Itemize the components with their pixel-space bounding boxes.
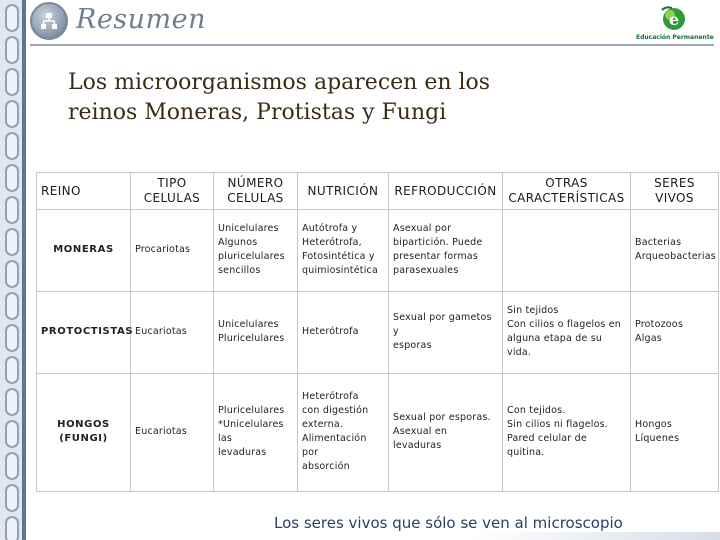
chain-link xyxy=(5,132,19,160)
chain-link xyxy=(5,356,19,384)
chain-link xyxy=(5,100,19,128)
cell-text: externa. xyxy=(302,419,344,431)
cell-text: Unicelulares xyxy=(218,319,279,331)
header-label: CELULAS xyxy=(143,191,201,205)
cell-tipo xyxy=(131,210,214,292)
header-label: REINO xyxy=(41,183,81,198)
cell-text: Sin tejidos xyxy=(507,305,559,317)
cell-otras xyxy=(503,291,631,373)
cell-reino xyxy=(37,291,134,373)
cell-text: Sin cilios ni flagelos. xyxy=(507,419,609,431)
chain-link xyxy=(5,4,19,32)
chain-link xyxy=(5,324,19,352)
cell-seres xyxy=(631,291,719,373)
bottom-decor-bar xyxy=(470,532,720,540)
header-nutricion xyxy=(298,173,389,210)
cell-reproduccion xyxy=(389,291,503,373)
chain-link xyxy=(5,292,19,320)
cell-text: Fotosintética y xyxy=(302,251,375,263)
cell-text: con digestión xyxy=(302,405,369,417)
cell-text: Eucariotas xyxy=(135,326,187,338)
cell-numero xyxy=(214,373,298,491)
cell-reproduccion xyxy=(389,210,503,292)
chain-link xyxy=(5,68,19,96)
cell-text: Asexual en levaduras xyxy=(393,426,448,452)
header-divider xyxy=(30,44,714,46)
home-icon[interactable] xyxy=(30,2,68,40)
header-title: Resumen xyxy=(76,4,207,35)
cell-text: Alimentación por xyxy=(302,433,367,459)
cell-text: quimiosintética xyxy=(302,265,378,277)
cell-text: HONGOS xyxy=(57,419,110,431)
cell-text: Asexual por xyxy=(393,223,452,235)
cell-text: Sexual por gametos y xyxy=(393,312,492,338)
header-label: VIVOS xyxy=(655,191,694,205)
header-label: NÚMERO xyxy=(227,176,284,190)
cell-reproduccion xyxy=(389,373,503,491)
kingdoms-table xyxy=(36,172,718,492)
cell-text: Unicelulares xyxy=(218,223,279,235)
cell-text: Sexual por esporas. xyxy=(393,412,491,424)
cell-text: Algas xyxy=(635,333,662,345)
network-icon xyxy=(40,12,58,30)
header-tipo xyxy=(131,173,214,210)
cell-text: bipartición. Puede xyxy=(393,237,483,249)
svg-text:e: e xyxy=(669,10,680,29)
cell-nutricion xyxy=(298,291,389,373)
chain-link xyxy=(5,36,19,64)
cell-text: levaduras xyxy=(218,447,267,459)
chain-link xyxy=(5,484,19,512)
cell-text: Autótrofa y xyxy=(302,223,358,235)
cell-text: Arqueobacterias xyxy=(635,251,716,263)
cell-reino xyxy=(37,210,131,292)
cell-text: Heterótrofa xyxy=(302,391,359,403)
cell-text: MONERAS xyxy=(53,244,114,256)
header-seres xyxy=(631,173,719,210)
cell-nutricion xyxy=(298,210,389,292)
cell-text: (FUNGI) xyxy=(59,433,108,445)
chain-link xyxy=(5,260,19,288)
cell-text: PROTOCTISTAS xyxy=(41,326,134,338)
chain-link xyxy=(5,452,19,480)
header-label: CELULAS xyxy=(227,191,284,205)
header-label: CARACTERÍSTICAS xyxy=(508,191,625,205)
cell-text: Líquenes xyxy=(635,433,680,445)
cell-text: absorción xyxy=(302,461,350,473)
left-chain-border xyxy=(0,0,26,540)
cell-text: *Unicelulares las xyxy=(218,419,284,445)
cell-text: Heterótrofa xyxy=(302,326,359,338)
cell-text: Pluricelulares xyxy=(218,405,285,417)
slide-title xyxy=(68,68,628,128)
cell-text: alguna etapa de su vida. xyxy=(507,333,603,359)
cell-text: Pared celular de quitina. xyxy=(507,433,587,459)
cell-reino xyxy=(37,373,131,491)
chain-link xyxy=(5,516,19,540)
header-label: TIPO xyxy=(157,176,187,190)
cell-numero xyxy=(214,210,298,292)
cell-text: Heterótrofa, xyxy=(302,237,362,249)
logo-emblem-icon xyxy=(636,4,712,34)
cell-seres xyxy=(631,210,719,292)
cell-seres xyxy=(631,373,719,491)
header-otras xyxy=(503,173,631,210)
header-label: SERES xyxy=(654,176,695,190)
cell-text: Eucariotas xyxy=(135,426,187,438)
educacion-permanente-logo xyxy=(636,4,712,44)
footer-caption: Los seres vivos que sólo se ven al microscopio xyxy=(274,514,623,532)
chain-link xyxy=(5,196,19,224)
cell-text: Pluricelulares xyxy=(218,333,285,345)
chain-link xyxy=(5,388,19,416)
cell-text: Bacterias xyxy=(635,237,682,249)
header-label: OTRAS xyxy=(545,176,588,190)
table-row xyxy=(37,210,719,292)
chain-link xyxy=(5,164,19,192)
cell-text: pluricelulares xyxy=(218,251,285,263)
slide-title-line: Los microorganismos aparecen en los xyxy=(68,70,491,95)
cell-text: Procariotas xyxy=(135,244,191,256)
cell-text: Algunos xyxy=(218,237,258,249)
cell-text: sencillos xyxy=(218,265,261,277)
cell-text: parasexuales xyxy=(393,265,459,277)
header-label: REFRODUCCIÓN xyxy=(394,183,497,198)
cell-tipo xyxy=(131,291,214,373)
cell-otras xyxy=(503,373,631,491)
cell-nutricion xyxy=(298,373,389,491)
slide-title-line: reinos Moneras, Protistas y Fungi xyxy=(68,100,447,125)
cell-tipo xyxy=(131,373,214,491)
cell-otras xyxy=(503,210,631,292)
cell-text: Protozoos xyxy=(635,319,683,331)
cell-text: Con tejidos. xyxy=(507,405,566,417)
header-label: NUTRICIÓN xyxy=(307,183,379,198)
chain-link xyxy=(5,228,19,256)
chain-link xyxy=(5,420,19,448)
cell-numero xyxy=(214,291,298,373)
table-row xyxy=(37,291,719,373)
cell-text: Hongos xyxy=(635,419,672,431)
header-numero xyxy=(214,173,298,210)
table-header-row xyxy=(37,173,719,210)
header-reproduccion xyxy=(389,173,503,210)
cell-text: Con cilios o flagelos en xyxy=(507,319,622,331)
left-border-rail xyxy=(22,0,26,540)
table-row xyxy=(37,373,719,491)
header-reino xyxy=(37,173,131,210)
logo-text: Educación Permanente xyxy=(636,34,714,41)
cell-text: presentar formas xyxy=(393,251,478,263)
cell-text: esporas xyxy=(393,340,432,352)
